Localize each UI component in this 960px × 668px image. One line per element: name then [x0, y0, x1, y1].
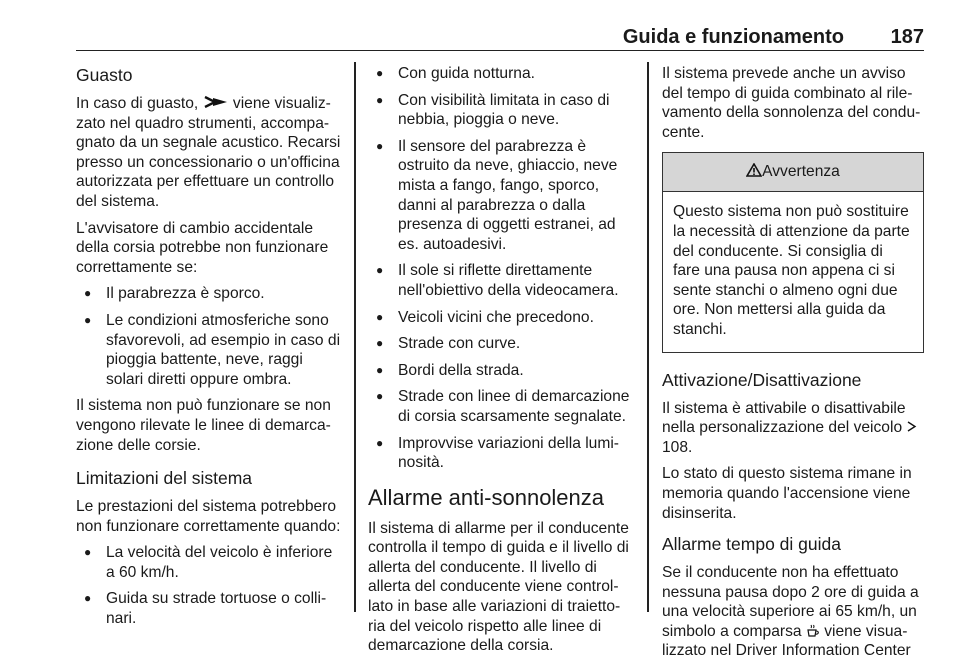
list-item: ● Strade con linee di demarcazione di corsia scarsamente segnalate.	[368, 387, 632, 426]
warning-box	[662, 152, 924, 352]
list-item: ● Le condizioni atmosferiche sono sfavorevoli, ad esempio in caso di pioggia battente, neve, raggi solari diretti oppure ombra.	[76, 311, 344, 389]
list-item: ● Improvvise variazioni della lumi-nosità.	[368, 434, 632, 473]
paragraph-avviso: Il sistema prevede anche un avviso del tempo di guida combinato al rile-vamento della sonnolenza del condu-cente.	[662, 65, 921, 141]
heading-guasto: Guasto	[76, 65, 133, 85]
warning-triangle-icon	[746, 153, 762, 191]
limitations-list-continued	[368, 64, 632, 473]
column-1	[76, 64, 344, 636]
lane-departure-icon	[203, 94, 229, 114]
warning-text: Questo sistema non può sostituire la necessità di attenzione da parte del conducente. Si consiglia di fare una pausa non appena ci si sente stanchi o almeno ogni due ore. Non mettersi alla guida da stanchi.	[673, 203, 910, 338]
page-reference-arrow-icon	[906, 418, 918, 438]
conditions-list	[76, 284, 344, 389]
paragraph-prestazioni: Le prestazioni del sistema potrebbero non funzionare correttamente quando:	[76, 498, 341, 535]
list-item: ● Il sole si riflette direttamente nell'obiettivo della videocamera.	[368, 261, 632, 300]
paragraph-allarme: Il sistema di allarme per il conducente controlla il tempo di guida e il livello di allerta del conducente. Il livello di allerta del conducente viene control-lato in base alle variazioni di traietto-ria del veicolo rispetto alle linee di demarcazione della corsia.	[368, 519, 629, 655]
list-item: ● Il parabrezza è sporco.	[76, 284, 344, 304]
paragraph-avvisatore: L'avvisatore di cambio accidentale della corsia potrebbe non funzionare correttamente se:	[76, 219, 329, 276]
list-item: ● Con visibilità limitata in caso di nebbia, pioggia o neve.	[368, 91, 632, 130]
column-2	[368, 64, 632, 663]
list-item: ● Strade con curve.	[368, 334, 632, 354]
list-item: ● Guida su strade tortuose o colli-nari.	[76, 589, 344, 628]
column-divider-2	[647, 62, 649, 612]
paragraph-attivazione: Il sistema è attivabile o disattivabile nella personalizzazione del veicolo 108.	[662, 399, 924, 458]
list-item: ● Veicoli vicini che precedono.	[368, 308, 632, 328]
column-3	[662, 64, 924, 668]
list-item: ● La velocità del veicolo è inferiore a 60 km/h.	[76, 543, 344, 582]
list-item: ● Con guida notturna.	[368, 64, 632, 84]
warning-header	[663, 153, 923, 192]
paragraph-stato: Lo stato di questo sistema rimane in memoria quando l'accensione viene disinserita.	[662, 465, 912, 522]
paragraph-linee: Il sistema non può funzionare se non vengono rilevate le linee di demarca-zione delle corsie.	[76, 397, 331, 454]
heading-tempo-di-guida: Allarme tempo di guida	[662, 534, 841, 555]
heading-allarme-anti-sonnolenza: Allarme anti-sonnolenza	[368, 484, 605, 510]
list-item: ● Il sensore del parabrezza è ostruito da neve, ghiaccio, neve mista a fango, fango, sporco, danni al parabrezza o dalla presenza di oggetti estranei, ad es. autoadesivi.	[368, 137, 632, 255]
limitations-list	[76, 543, 344, 628]
coffee-cup-icon	[806, 622, 820, 642]
page-header	[76, 26, 924, 51]
heading-limitazioni: Limitazioni del sistema	[76, 468, 253, 489]
column-divider-1	[354, 62, 356, 612]
paragraph-tempo: Se il conducente non ha effettuato nessuna pausa dopo 2 ore di guida a una velocità superiore ai 65 km/h, un simbolo a comparsa viene visua-lizzato nel Driver Information Center	[662, 564, 919, 660]
warning-title: Avvertenza	[762, 163, 840, 181]
page-number: 187	[890, 26, 924, 48]
heading-attivazione: Attivazione/Disattivazione	[662, 369, 862, 390]
paragraph-guasto: In caso di guasto, viene visualiz-zato nel quadro strumenti, accompa-gnato da un segnale acustico. Recarsi presso un concessionario o un'officina autorizzata per effettuare un controllo del sistema.	[76, 95, 341, 210]
list-item: ● Bordi della strada.	[368, 361, 632, 381]
chapter-title: Guida e funzionamento	[622, 26, 844, 48]
